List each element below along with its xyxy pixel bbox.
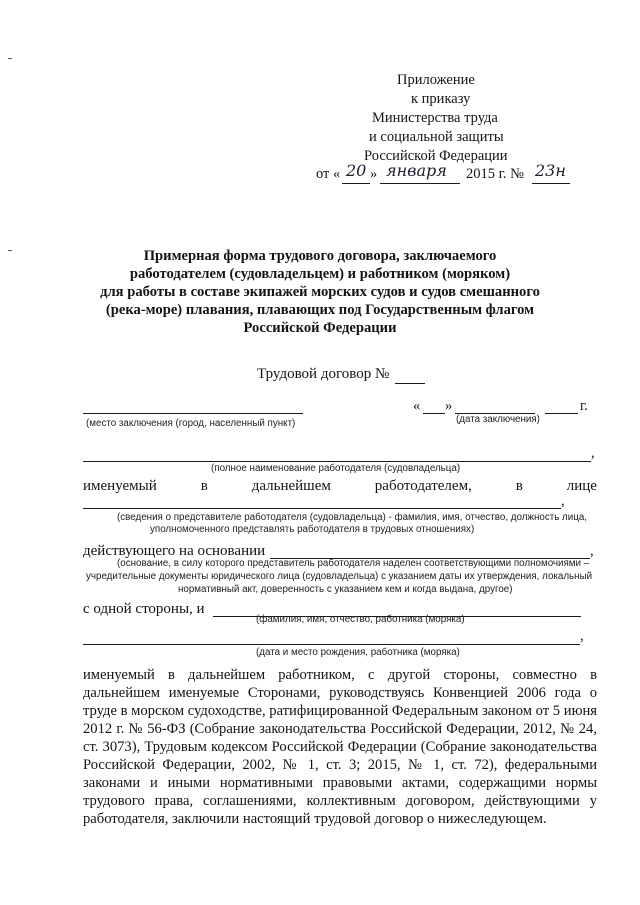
named-word: именуемый bbox=[83, 478, 157, 494]
basis-caption-3: нормативный акт, доверенность с указанием кем и когда выдана, другое) bbox=[178, 584, 513, 595]
order-number-underline bbox=[532, 183, 570, 184]
order-day: 20 bbox=[346, 161, 367, 180]
comma-4: , bbox=[580, 628, 584, 644]
appendix-line-4: и социальной защиты bbox=[369, 129, 504, 145]
order-date-prefix: от « bbox=[316, 166, 341, 182]
representative-caption-1: (сведения о представителе работодателя (судовладельца) - фамилия, имя, отчество, должность лица, bbox=[117, 512, 588, 523]
birth-field[interactable] bbox=[83, 644, 580, 645]
comma-2: , bbox=[561, 493, 565, 509]
contract-number-field[interactable] bbox=[395, 383, 425, 384]
representative-field[interactable] bbox=[83, 508, 561, 509]
order-month-underline bbox=[380, 183, 460, 184]
title-line-5: Российской Федерации bbox=[243, 320, 397, 336]
date-day-field[interactable] bbox=[423, 413, 445, 414]
appendix-line-2: к приказу bbox=[411, 91, 471, 107]
edge-mark bbox=[8, 58, 12, 59]
title-line-4: (река-море) плавания, плавающих под Государственным флагом bbox=[105, 302, 535, 318]
place-caption: (место заключения (город, населенный пункт) bbox=[86, 418, 296, 429]
date-year-field[interactable] bbox=[545, 413, 578, 414]
contract-heading: Трудовой договор № bbox=[257, 366, 390, 382]
employer-name-field[interactable] bbox=[83, 461, 591, 462]
basis-caption-1: (основание, в силу которого представитель работодателя наделен соответствующими полномочиями – bbox=[117, 558, 590, 569]
employer-named-line bbox=[83, 478, 597, 495]
named-word: дальнейшем bbox=[251, 478, 331, 494]
date-caption: (дата заключения) bbox=[456, 414, 540, 425]
title-line-1: Примерная форма трудового договора, заключаемого bbox=[143, 248, 497, 264]
place-field[interactable] bbox=[83, 413, 303, 414]
appendix-line-5: Российской Федерации bbox=[364, 148, 508, 164]
named-word: лице bbox=[566, 478, 597, 494]
employer-caption: (полное наименование работодателя (судовладельца) bbox=[211, 463, 461, 474]
title-line-2: работодателем (судовладельцем) и работником (моряком) bbox=[129, 266, 511, 282]
order-year: 2015 г. № bbox=[466, 166, 525, 182]
named-word: в bbox=[515, 478, 523, 494]
document-title bbox=[40, 247, 600, 337]
date-year-suffix: г. bbox=[580, 398, 588, 414]
order-date-mid: » bbox=[370, 166, 378, 182]
appendix-line-1: Приложение bbox=[397, 72, 475, 88]
comma-1: , bbox=[591, 445, 595, 461]
birth-caption: (дата и место рождения, работника (моряка) bbox=[256, 647, 460, 658]
date-left-quote: « bbox=[413, 398, 421, 414]
worker-caption: (фамилия, имя, отчество, работника (моряка) bbox=[256, 614, 465, 625]
representative-caption-2: уполномоченного представлять работодателя в трудовых отношениях) bbox=[150, 524, 475, 535]
order-day-underline bbox=[342, 183, 370, 184]
named-word: работодателем, bbox=[374, 478, 472, 494]
title-line-3: для работы в составе экипажей морских судов и судов смешанного bbox=[100, 284, 540, 300]
order-month: января bbox=[386, 161, 447, 180]
named-word: в bbox=[200, 478, 208, 494]
date-right-quote: » bbox=[445, 398, 453, 414]
body-paragraph: именуемый в дальнейшем работником, с другой стороны, совместно в дальнейшем именуемые Сторонами, руководствуясь Конвенцией 2006 года о труде в морском судоходстве, ратифицированной Федеральным законом от 5 июня 2012 г. № 56-ФЗ (Собрание законодательства Российской Федерации, 2012, № 24, ст. 3073), Трудовым кодексом Российской Федерации (Собрание законодательства Российской Федерации, 2002, № 1, ст. 3; 2015, № 1, ст. 72), федеральными законами и иными нормативными правовыми актами, содержащими нормы трудового права, соглашениями, коллективным договором, действующими у работодателя, заключили настоящий трудовой договор о нижеследующем. bbox=[83, 667, 597, 827]
acting-label: действующего на основании bbox=[83, 543, 266, 559]
appendix-line-3: Министерства труда bbox=[372, 110, 498, 126]
one-side-label: с одной стороны, и bbox=[83, 601, 205, 617]
order-number: 23н bbox=[535, 161, 566, 180]
edge-mark bbox=[8, 250, 12, 251]
comma-3: , bbox=[590, 543, 594, 559]
basis-caption-2: учредительные документы юридического лица (судовладельца) с указанием даты их утверждения, локальный bbox=[86, 571, 593, 582]
